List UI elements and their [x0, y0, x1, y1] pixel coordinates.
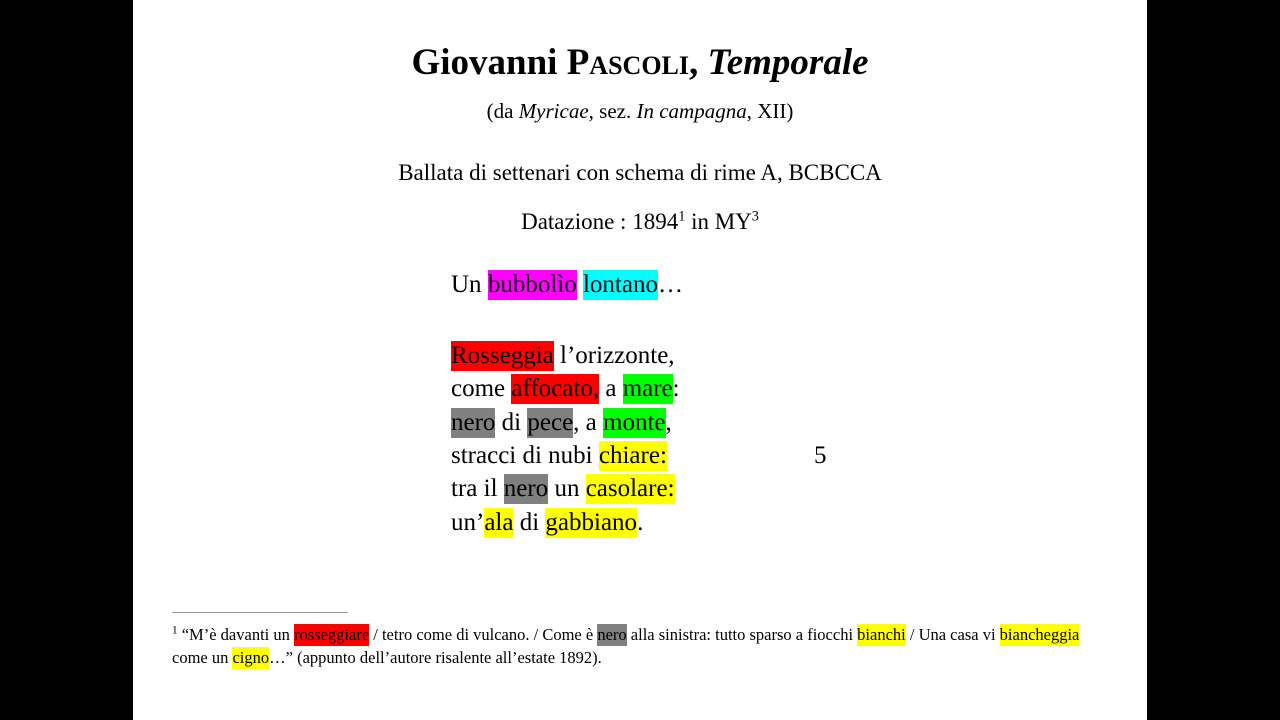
highlight-red: Rosseggia — [451, 341, 554, 369]
highlight-yellow: chiare: — [598, 441, 667, 469]
highlight-green: monte — [603, 408, 666, 436]
text-run: : — [672, 375, 680, 403]
highlight-yellow: biancheggia — [999, 625, 1080, 644]
source-close: , XII) — [746, 98, 794, 123]
poem-verse-line — [451, 372, 1147, 405]
text-run: . — [637, 508, 644, 536]
poem-incipit-line — [451, 268, 1147, 302]
letterbox-bar-right — [1147, 0, 1280, 720]
highlight-red: affocato, — [511, 375, 600, 403]
poem-verse-line — [451, 439, 1147, 472]
page-title — [133, 42, 1147, 85]
text-run: / tetro come di vulcano. / Come è — [369, 625, 598, 644]
text-run: di — [495, 408, 528, 436]
text-run: “M’è davanti un — [177, 625, 294, 644]
dating-year: 1894 — [632, 209, 679, 235]
slide-page — [133, 0, 1147, 720]
text-run: di — [513, 508, 546, 536]
poem-verse-line — [451, 472, 1147, 505]
dating-label: Datazione : — [521, 209, 633, 235]
title-author-first: Giovanni — [411, 42, 567, 83]
highlight-yellow: bianchi — [857, 625, 906, 644]
source-collection: Myricae — [518, 98, 589, 123]
letterbox-bar-left — [0, 0, 133, 720]
highlight-red: rosseggiare — [294, 625, 370, 644]
source-line — [133, 99, 1147, 124]
source-open: (da — [486, 98, 519, 123]
highlight-gray: nero — [451, 408, 496, 436]
text-run: … — [657, 271, 683, 298]
highlight-yellow: gabbiano — [545, 508, 638, 536]
text-run: stracci di nubi — [451, 441, 599, 469]
text-run: come un — [172, 648, 233, 668]
source-mid: , sez. — [588, 98, 637, 123]
poem-area — [133, 268, 1147, 539]
meta-form-line: Ballata di settenari con schema di rime A, BCBCCA — [398, 160, 882, 185]
source-section: In campagna — [636, 98, 747, 123]
text-run: Un — [451, 271, 488, 298]
text-run: un — [548, 475, 586, 503]
footnote-text — [172, 623, 1112, 670]
title-work: Temporale — [707, 42, 869, 83]
highlight-yellow: casolare: — [585, 475, 675, 503]
text-run: un’ — [451, 508, 485, 536]
dating-mid: in MY — [685, 209, 752, 235]
text-run: a — [599, 375, 623, 403]
metadata-block — [133, 160, 1147, 235]
highlight-cyan: lontano — [582, 271, 658, 298]
footnote-area — [133, 612, 1147, 670]
highlight-magenta: bubbolìo — [487, 271, 577, 298]
highlight-yellow: cigno — [232, 648, 270, 668]
poem-verse-line — [451, 506, 1147, 539]
highlight-green: mare — [622, 375, 673, 403]
text-run: , a — [573, 408, 604, 436]
footnote-marker: 1 — [172, 624, 178, 637]
text-run: alla sinistra: tutto sparso a fiocchi — [626, 625, 858, 644]
meta-dating-line — [133, 209, 1147, 234]
text-run: l’orizzonte, — [553, 341, 675, 369]
highlight-gray: pece — [527, 408, 574, 436]
text-run: tra il — [451, 475, 504, 503]
title-separator: , — [689, 42, 708, 83]
text-run: / Una casa vi — [905, 625, 1000, 644]
poem-verse-line — [451, 339, 1147, 372]
dating-manuscript-marker: 3 — [751, 208, 759, 225]
text-run: , — [665, 408, 672, 436]
text-run: come — [451, 375, 512, 403]
highlight-gray: nero — [503, 475, 549, 503]
title-area — [133, 42, 1147, 124]
poem-stanza — [451, 339, 1147, 539]
text-run: …” (appunto dell’autore risalente all’estate 1892). — [269, 648, 602, 668]
highlight-yellow: ala — [484, 508, 514, 536]
dating-year-footnote-marker: 1 — [678, 208, 686, 225]
poem-verse-line — [451, 406, 1147, 439]
footnote-separator-rule — [172, 612, 348, 613]
verse-number: 5 — [814, 441, 827, 469]
highlight-gray: nero — [597, 625, 627, 644]
title-author-last: Pascoli — [566, 42, 690, 83]
